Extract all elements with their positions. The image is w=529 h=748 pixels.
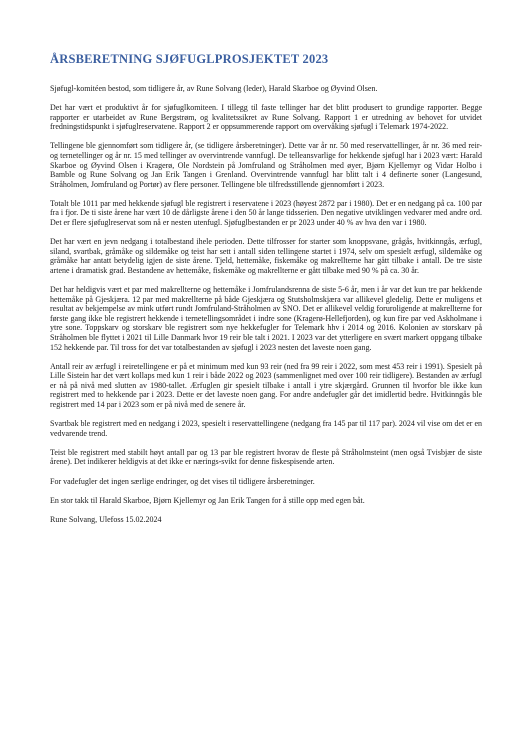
paragraph-guillemot: Teist ble registrert med stabilt høyt antall par og 13 par ble registrert hvorav de fleste på Stråholmsteint (men også Tvisbjær de siste årene). Det indikerer heldigvis at det ikke er nærings-svikt for denne fiskespisende arten.	[50, 447, 482, 467]
paragraph-committee: Sjøfugl-komitéen bestod, som tidligere år, av Rune Solvang (leder), Harald Skarboe og Øyvind Olsen.	[50, 84, 378, 93]
paragraph-total: Totalt ble 1011 par med hekkende sjøfugl ble registrert i reservatene i 2023 (høyest 2872 par i 1980). Det er en nedgang på ca. 100 par fra i fjor. De ti siste årene har vært 10 de dårligste årene i den 50 år lange tidsserien. Den negative utviklingen vedvarer med andre ord. Det er flere sjøfuglreservat som nå er nesten utenfugl. Sjøfuglbestanden er pr 2023 under 40 % av hva den var i 1980.	[50, 198, 482, 228]
paragraph-counts: Tellingene ble gjennomført som tidligere år, (se tidligere årsberetninger). Dette var år nr. 50 med reservattellinger, år nr. 36 med reir- og ternetellinger og år nr. 15 med tellinger av overvintrende vannfugl. De telleansvarlige for hekkende sjøfugl har i 2023 vært: Harald Skarboe og Øyvind Olsen i Kragerø, Ole Nordstein på Jomfruland og Stråholmen med øyer, Bjørn Kjellemyr og Vidar Holbo i Bamble og Rune Solvang og Jan Erik Tangen i Grenland. Overvintrende vannfugl har blitt talt i 4 definerte soner (Langesund, Stråholmen, Jomfruland og Portør) av flere personer. Tellingene ble tilfredsstillende gjennomført i 2023.	[50, 141, 482, 189]
paragraph-thanks: En stor takk til Harald Skarboe, Bjørn Kjellemyr og Jan Erik Tangen for å stille opp med egen båt.	[50, 495, 365, 505]
paragraph-eider: Antall reir av ærfugl i reiretellingene er på et minimum med kun 93 reir (ned fra 99 reir i 2022, som mest 453 reir i 1991). Spesielt på Lille Sistein har det vært kollaps med kun 1 reir i både 2022 og 2023 (sammenlignet med over 100 reir tidligere). Bestanden av ærfugl er nå på nivå med slutten av 1980-tallet. Ærfuglen gir spesielt tilbake i antall i ytre skjærgård. Grunnen til hvorfor ble ikke kun registrert med to hekkende par i 2023. Dette er det laveste noen gang. For andre andefugler går det imidlertid bedre. Hvitkinngås ble registrert med 14 par i 2023 som er på nivå med de senere år.	[50, 361, 482, 410]
paragraph-decline: Det har vært en jevn nedgang i totalbestand ihele perioden. Dette tilfrosser for starter som knoppsvane, grågås, hvitkinngås, ærfugl, siland, svartbak, gråmåke og sildemåke og teist har sett i antall siden tellingene startet i 1974, selv om spesielt ærfugl, sildemåke og gråmåke har antatt betydelig igjen de siste årene. Tjeld, hettemåke, fiskemåke og makrellterne har gått tilbake i antall. De tre siste artene i dramatisk grad. Bestandene av hettemåke, fiskemåke og makrellterne er gått tilbake med 90 % på ca. 30 år.	[50, 237, 482, 275]
paragraph-waders: For vadefugler det ingen særlige endringer, og det vises til tidligere årsberetninger.	[50, 476, 315, 486]
document-page	[50, 52, 482, 534]
paragraph-reports: Det har vært et produktivt år for sjøfuglkomiteen. I tillegg til faste tellinger har det blitt produsert to grundige rapporter. Begge rapporter er utarbeidet av Rune Bergstrøm, og kvalitetssikret av Rune Solvang. Rapport 1 er utredning av behovet for utvidet fredningstidspunkt i sjøfuglreservatene. Rapport 2 er oppsummerende rapport om overvåking sjøfugl i Telemark 1974-2022.	[50, 103, 482, 132]
document-title: ÅRSBERETNING SJØFUGLPROSJEKTET 2023	[50, 52, 329, 66]
paragraph-gull: Svartbak ble registrert med en nedgang i 2023, spesielt i reservattellingene (nedgang fra 145 par til 117 par). 2024 vil vise om det er en vedvarende trend.	[50, 419, 483, 438]
paragraph-terns: Det har heldigvis vært et par med makrellterne og hettemåke i Jomfrulandsrenna de siste 5-6 år, men i år var det kun tre par hekkende hettemåke på Gjeskjæra. 12 par med makrellterne på både Gjeskjæra og Stutsholmskjæra var allikevel gledelig. Dette er muligens et resultat av bekjempelse av mink utført rundt Jomfruland-Stråholmen av SNO. Det er allikevel veldig foruroligende at makrellterne for første gang ikke ble registrert hekkende i ternetellingsområdet i indre sone (Kragerø-Hellefjorden), og kun fire par ved Askholmane i ytre sone. Toppskarv og storskarv ble registrert som nye hekkefugler for Telemark hhv i 2014 og 2016. Kolonien av storskarv på Stråholmen ble flyttet i 2021 til Lille Danmark hvor 19 reir ble talt i 2021. I 2023 var det ytterligere en svært markert oppgang tilbake 152 hekkende par. Til tross for det var totalbestanden av sjøfugl i 2023 nesten det laveste noen gang.	[50, 285, 482, 352]
signature-line: Rune Solvang, Ulefoss 15.02.2024	[50, 514, 162, 524]
